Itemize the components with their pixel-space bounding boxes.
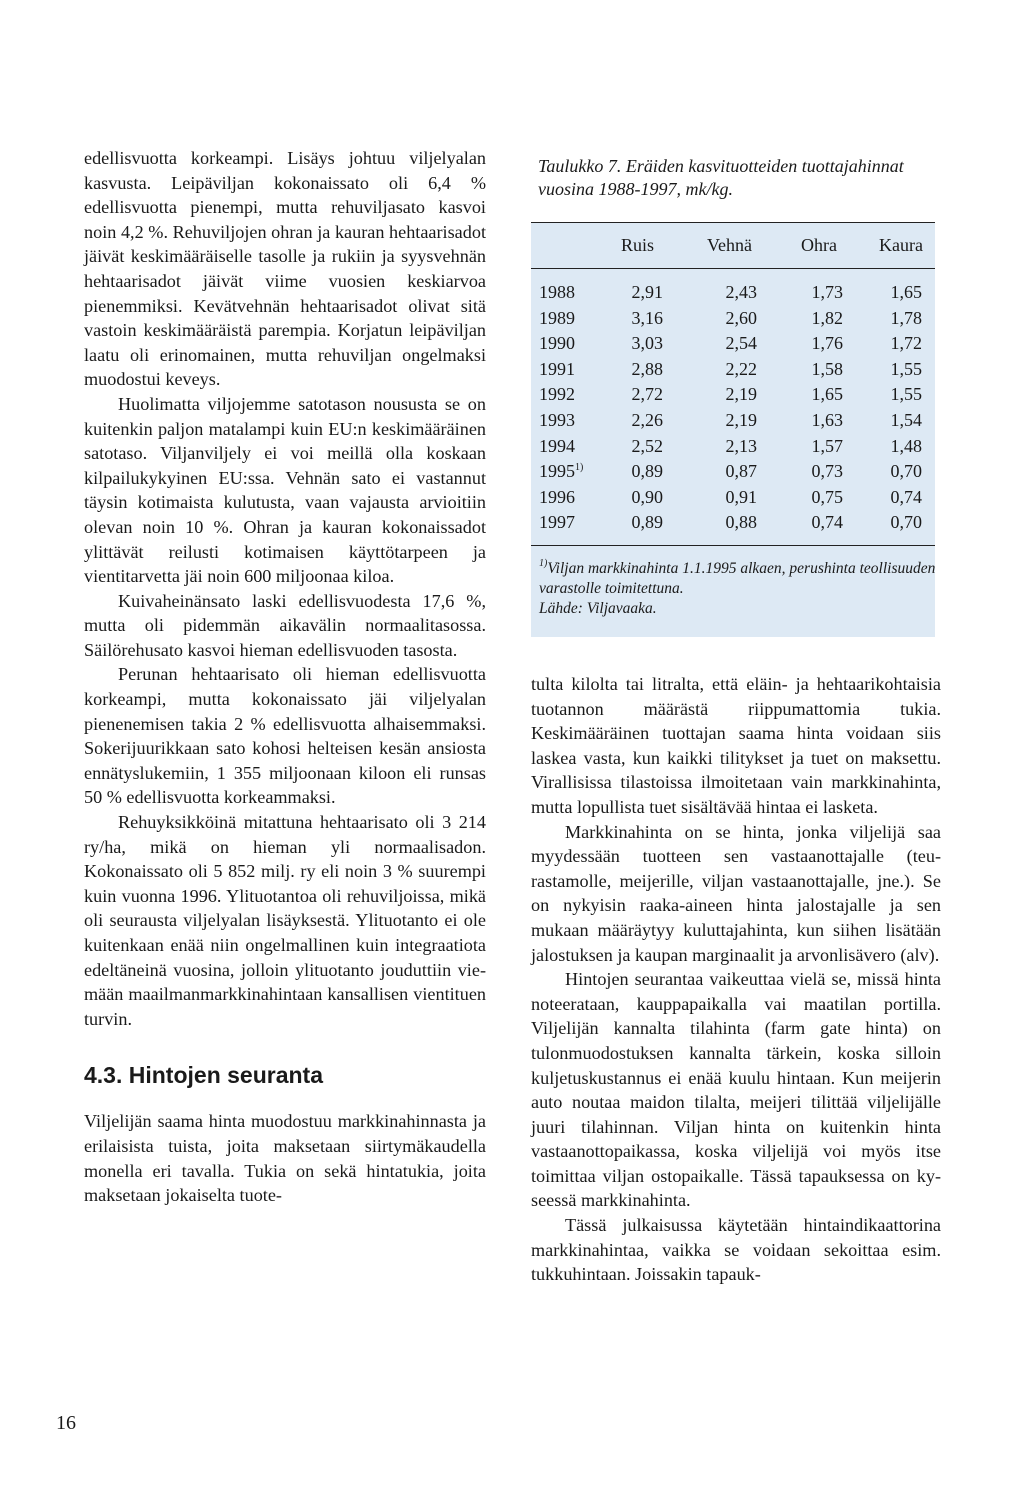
price-cell-kaura: 1,54 [890, 410, 922, 430]
year-cell [539, 459, 583, 483]
price-cell-ohra: 1,76 [811, 333, 843, 354]
price-cell-ohra: 1,65 [811, 384, 843, 405]
table-row [531, 331, 935, 356]
table-header-row [531, 223, 935, 269]
table-row [531, 485, 935, 510]
price-cell-ruis: 2,52 [631, 435, 663, 456]
price-cell-ohra: 0,75 [811, 486, 843, 507]
price-cell-vehna: 0,88 [725, 512, 757, 533]
section-heading: 4.3. Hintojen seuranta [84, 1062, 324, 1089]
table-row [531, 357, 935, 382]
table-row [531, 382, 935, 407]
price-cell-vehna: 2,54 [725, 333, 757, 354]
price-cell-kaura: 1,48 [890, 435, 922, 456]
column-header-ohra: Ohra [801, 235, 837, 255]
price-cell-vehna: 0,91 [725, 486, 757, 507]
year-cell [539, 280, 575, 304]
price-cell-kaura: 1,65 [890, 282, 922, 302]
year-cell [539, 485, 575, 509]
year-text: 1996 [539, 486, 575, 507]
price-cell-ruis: 3,16 [631, 307, 663, 328]
price-cell-ohra: 1,82 [811, 307, 843, 328]
price-cell-vehna: 0,87 [725, 461, 757, 482]
price-cell-ruis: 2,72 [631, 384, 663, 405]
column-header-kaura: Kaura [879, 235, 923, 255]
price-cell-vehna: 2,60 [725, 307, 757, 328]
price-cell-kaura: 1,55 [890, 384, 922, 405]
body-paragraph: edellisvuotta korkeampi. Lisäys johtuu viljelyalan kasvusta. Leipäviljan kokonaissato oli 6,4 % edellisvuotta pienempi, mutta rehuviljasato kasvoi noin 4,2 %. Rehuviljojen ohran ja kauran hehtaarisadot jäivät keskimääräiselle tasolle ja rukiin ja syysvehnän hehtaarisadot jäivät viime vuosien keskiarvoa pienemmiksi. Kevätvehnän hehtaarisadot olivat sitä vastoin keskimääräistä parempia. Korjatun leipäviljan laatu oli erinomainen, mutta rehuviljan ongelmaksi muodostui keveys. [84, 148, 486, 390]
year-cell [539, 510, 575, 534]
footnote-text: Viljan markkinahinta 1.1.1995 alkaen, perushinta teollisuuden varastolle toimitettuna. [539, 560, 936, 597]
body-paragraph: Kuivaheinänsato laski edellisvuodesta 17,6 %, mutta oli pidemmän aikavälin normaalitasossa. Säilörehusato kasvoi hieman edellisvuoden tasosta. [84, 590, 486, 660]
year-text: 1993 [539, 410, 575, 430]
left-text-column [84, 146, 486, 1208]
right-text-column [531, 672, 941, 1287]
year-text: 1997 [539, 512, 575, 533]
table-footnote [539, 559, 939, 599]
year-text: 1994 [539, 435, 575, 456]
year-text: 1991 [539, 358, 575, 379]
body-paragraph: Tässä julkaisussa käytetään hintaindikaattorina markkinahintaa, vaikka se voidaan sekoittaa esim. tukkuhintaan. Joissakin tapauk- [531, 1215, 941, 1285]
body-paragraph: Markkinahinta on se hinta, jonka viljelijä saa myydessään tuotteen sen vastaanottajalle (teurastamolle, meijerille, viljan vastaanottajalle, jne.). Se on nykyisin raaka-aineen hinta jalostajalle ja sen mukaan määräytyy kuluttajahinta, kun siihen lisätään jalostuksen ja kaupan marginaalit ja arvonlisävero (alv). [531, 821, 941, 965]
price-cell-vehna: 2,43 [725, 282, 757, 302]
table-source: Lähde: Viljavaaka. [539, 600, 657, 617]
price-table [531, 222, 935, 637]
price-cell-kaura: 0,70 [890, 512, 922, 533]
year-text: 1988 [539, 282, 575, 302]
table-row [531, 434, 935, 459]
price-cell-ruis: 2,26 [631, 410, 663, 430]
year-text: 1989 [539, 307, 575, 328]
table-row [531, 459, 935, 484]
price-cell-ohra: 0,74 [811, 512, 843, 533]
price-cell-ruis: 3,03 [631, 333, 663, 354]
price-cell-ruis: 0,89 [631, 461, 663, 482]
body-paragraph: Perunan hehtaarisato oli hieman edellisvuotta korkeampi, mutta kokonaissato jäi viljelyalan pienenemisen takia 2 % edellisvuotta alhaisemmaksi. Sokerijuurikkaan sato kohosi helteisen kesän ansiosta ennätyslukemiin, 1 355 miljoonaan kiloon eli runsas 50 % edellisvuotta korkeammaksi. [84, 664, 486, 808]
body-paragraph: Hintojen seurantaa vaikeuttaa vielä se, missä hinta noteerataan, kauppapaikalla vai maatilan portilla. Viljelijän kannalta tilahinta (farm gate hinta) on tulonmuodostuksen kannalta tärkein, koska silloin kuljetuskustannus ei enää kuulu hintaan. Kun meijerin auto noutaa maidon tilalta, meijeri tilittää viljelijälle juuri tilahinnan. Viljan hinta on kuitenkin hinta vastaanottopaikassa, koska viljelijä voi myös itse toimittaa viljan ostopaikalle. Tässä tapauksessa on kyseessä markkinahinta. [531, 969, 941, 1211]
body-paragraph: Rehuyksikköinä mitattuna hehtaarisato oli 3 214 ry/ha, mikä on hieman yli normaalisadon. Kokonaissato oli 5 852 milj. ry eli noin 3 % suurempi kuin vuonna 1996. Ylituotantoa oli rehuviljoissa, mikä oli seurausta viljelyalan lisäyksestä. Ylituotanto ei ole kuitenkaan enää niin ongelmallinen kuin integraatiota edeltäneinä vuosina, jolloin ylituotanto jouduttiin viemään maailmanmarkkinahintaan kansallisen vientituen turvin. [84, 812, 486, 1029]
table-row [531, 306, 935, 331]
year-text: 1990 [539, 333, 575, 354]
year-cell [539, 331, 575, 355]
price-cell-kaura: 0,74 [890, 486, 922, 507]
price-cell-kaura: 0,70 [890, 461, 922, 482]
year-cell [539, 306, 575, 330]
price-cell-vehna: 2,13 [725, 435, 757, 456]
price-cell-vehna: 2,19 [725, 384, 757, 405]
price-cell-ohra: 1,57 [811, 435, 843, 456]
table-row [531, 408, 935, 433]
footnote-marker: 1) [575, 462, 584, 474]
year-text: 1992 [539, 384, 575, 405]
year-cell [539, 434, 575, 458]
footnote-marker: 1) [539, 558, 548, 569]
price-cell-vehna: 2,22 [725, 358, 757, 379]
column-header-vehna: Vehnä [707, 235, 752, 255]
price-cell-ruis: 0,90 [631, 486, 663, 507]
column-header-ruis: Ruis [621, 235, 655, 255]
price-cell-kaura: 1,72 [890, 333, 922, 354]
body-paragraph: Viljelijän saama hinta muodostuu markkinahinnasta ja erilaisista tuista, joita maksetaan siirtymäkaudella monella eri tavalla. Tukia on sekä hintatukia, joita maksetaan jokaiselta tuote- [84, 1111, 486, 1206]
price-cell-vehna: 2,19 [725, 410, 757, 430]
page-number: 16 [56, 1412, 76, 1434]
body-paragraph: tulta kilolta tai litralta, että eläin- ja hehtaarikohtaisia tuotannon määrästä riippumattomia tukia. Keskimääräinen tuottajan saama hinta voidaan siis laskea vasta, kun kaikki tilitykset ja tuet on maksettu. Virallisissa tilastoissa ilmoitetaan vain markkinahinta, mutta lopullista tuet sisältävää hintaa ei lasketa. [531, 674, 941, 817]
year-cell [539, 382, 575, 406]
body-paragraph: Huolimatta viljojemme satotason noususta se on kuitenkin paljon matalampi kuin EU:n keskimääräinen satotaso. Viljanviljely ei voi meillä olla koskaan kilpailukykyinen EU:ssa. Vehnän sato ei vastannut täysin kotimaista kulutusta, vaan vajausta arvioitiin olevan noin 10 %. Ohran ja kauran kokonaissadot ylittävät reilusti kotimaisen käyttötarpeen ja vientitarvetta jäi noin 600 miljoonaa kiloa. [84, 393, 486, 587]
price-cell-ruis: 2,91 [631, 282, 663, 302]
price-cell-kaura: 1,55 [890, 358, 922, 379]
price-cell-ruis: 0,89 [631, 512, 663, 533]
table-row [531, 280, 935, 305]
price-cell-ohra: 1,73 [811, 282, 843, 302]
table-notes [539, 559, 939, 619]
table-bottom-rule [531, 545, 935, 546]
price-cell-ohra: 0,73 [811, 461, 843, 482]
table-row [531, 510, 935, 535]
year-cell [539, 408, 575, 432]
year-text: 1995 [539, 461, 575, 482]
price-cell-ohra: 1,58 [811, 358, 843, 379]
price-cell-kaura: 1,78 [890, 307, 922, 328]
price-cell-ohra: 1,63 [811, 410, 843, 430]
table-caption: Taulukko 7. Eräiden kasvituotteiden tuottajahinnat vuosina 1988-1997, mk/kg. [538, 156, 904, 199]
year-cell [539, 357, 575, 381]
price-cell-ruis: 2,88 [631, 358, 663, 379]
